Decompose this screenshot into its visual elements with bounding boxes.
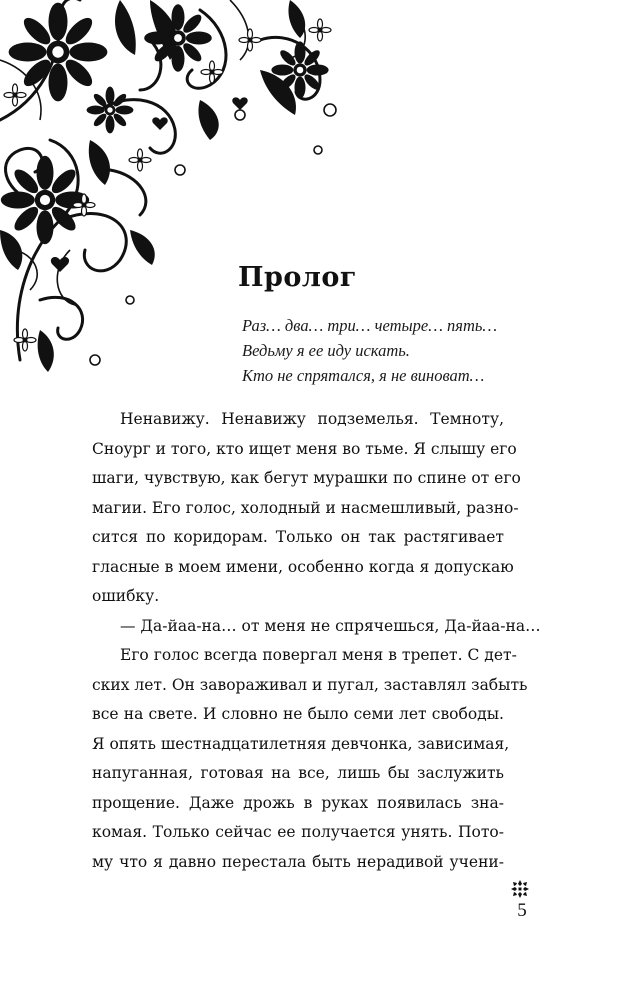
dialogue-line: — Да-йаа-на… от меня не спрячешься, Да-йаа-на… — [120, 616, 541, 635]
text-line: Сноург и того, кто ищет меня во тьме. Я слышу его — [92, 439, 517, 458]
text-line: все на свете. И словно не было семи лет свободы. — [92, 705, 504, 723]
text-line: гласные в моем имени, особенно когда я допускаю — [92, 557, 514, 576]
epigraph — [242, 313, 522, 388]
text-line: Ненавижу. Ненавижу подземелья. Темноту, — [120, 410, 504, 428]
epigraph-line: Ведьму я ее иду искать. — [242, 341, 410, 360]
text-line: Я опять шестнадцатилетняя девчонка, зависимая, — [92, 734, 510, 753]
epigraph-line: Кто не спрятался, я не виноват… — [242, 366, 485, 385]
text-line: комая. Только сейчас ее получается унять. Пото- — [92, 823, 504, 841]
epigraph-line: Раз… два… три… четыре… пять… — [242, 316, 498, 335]
body-text — [92, 405, 541, 877]
text-line: шаги, чувствую, как бегут мурашки по спине от его — [92, 469, 521, 487]
text-line: магии. Его голос, холодный и насмешливый, разно- — [92, 498, 519, 517]
text-line: сится по коридорам. Только он так растягивает — [92, 528, 504, 546]
page-ornament-icon — [511, 880, 529, 898]
text-line: прощение. Даже дрожь в руках появилась зна- — [92, 793, 504, 812]
text-line: ских лет. Он завораживал и пугал, заставлял забыть — [92, 675, 528, 694]
page-number: 5 — [517, 900, 527, 921]
chapter-title: Пролог — [238, 262, 357, 293]
text-line: напуганная, готовая на все, лишь бы заслужить — [92, 764, 504, 782]
text-line: му что я давно перестала быть нерадивой учени- — [92, 852, 504, 871]
text-line: ошибку. — [92, 587, 160, 605]
text-line: Его голос всегда повергал меня в трепет. С дет- — [120, 646, 517, 664]
